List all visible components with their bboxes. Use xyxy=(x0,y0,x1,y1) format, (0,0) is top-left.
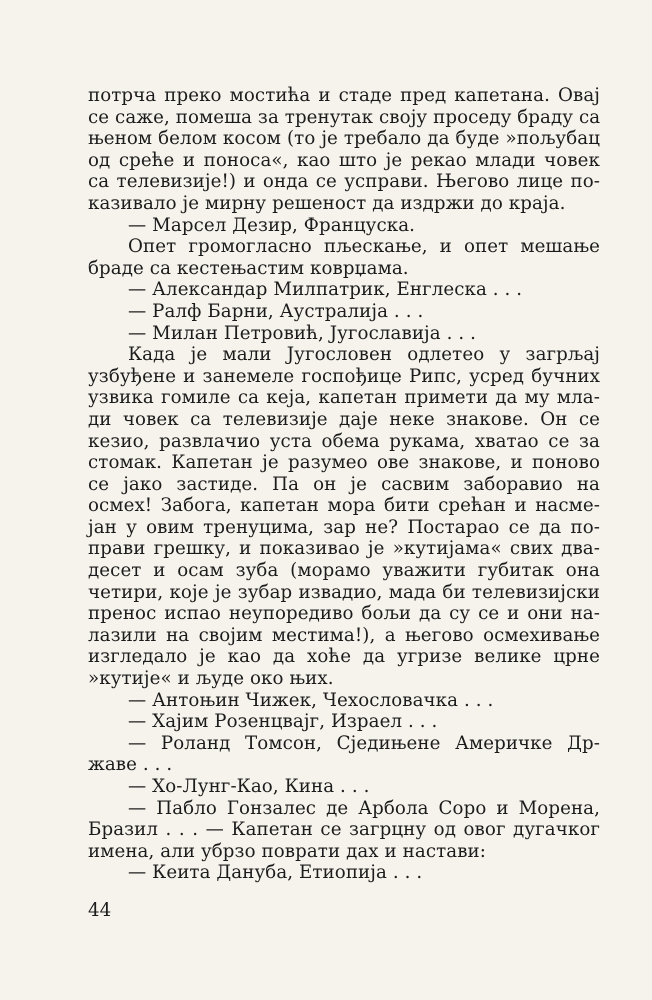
text-line: — Александар Милпатрик, Енглеска . . . xyxy=(128,279,523,301)
text-line: кезио, развлачио уста обема рукама, хватао се за xyxy=(88,430,600,452)
text-line: јан у овим тренуцима, зар не? Постарао се да по- xyxy=(88,516,600,538)
text-line: стомак. Капетан је разумео ове знакове, и поново xyxy=(88,452,600,474)
text-line: Опет громогласно пљескање, и опет мешање xyxy=(128,236,600,258)
text-line: — Пабло Гонзалес де Арбола Соро и Морена, xyxy=(128,797,600,819)
text-line: прави грешку, и показивао је »кутијама« свих два- xyxy=(88,538,600,560)
body-text xyxy=(88,85,600,884)
page-number: 44 xyxy=(88,900,112,921)
text-line: Када је мали Југословен одлетео у загрљај xyxy=(128,344,600,366)
text-line: се јако застиде. Па он је сасвим заборавио на xyxy=(88,473,600,495)
text-line: — Роланд Томсон, Сједињене Америчке Др- xyxy=(128,732,600,754)
text-line: ди човек са телевизије даје неке знакове. Он се xyxy=(88,408,600,430)
text-line: десет и осам зуба (морамо уважити губитак она xyxy=(88,560,600,582)
text-line: четири, које је зубар извадио, мада би телевизијски xyxy=(88,581,600,603)
text-line: се саже, помеша за тренутак своју проседу браду са xyxy=(88,106,601,128)
text-line: са телевизије!) и онда се усправи. Његово лице по- xyxy=(88,171,600,193)
text-line: Бразил . . . — Капетан се загрцну од овог дугачког xyxy=(88,819,600,841)
text-line: — Марсел Дезир, Француска. xyxy=(128,214,416,236)
text-line: казивало је мирну решеност да издржи до краја. xyxy=(88,192,566,214)
text-line: имена, али убрзо поврати дах и настави: xyxy=(88,840,486,862)
text-line: лазили на својим местима!), а његово осмехивање xyxy=(88,624,600,646)
text-line: узвика гомиле са кеја, капетан примети да му мла- xyxy=(88,387,600,409)
text-line: — Кеита Дануба, Етиопија . . . xyxy=(128,862,423,884)
text-line: пренос испао неупоредиво бољи да су се и они на- xyxy=(88,603,600,625)
text-line: — Хајим Розенцвајг, Израел . . . xyxy=(128,711,438,733)
text-line: изгледало је као да хоће да угризе велике црне xyxy=(88,646,600,668)
text-line: потрча преко мостића и стаде пред капетана. Овај xyxy=(88,85,600,106)
text-line: њеном белом косом (то је требало да буде »пољубац xyxy=(88,128,600,150)
text-line: осмех! Забога, капетан мора бити срећан и насме- xyxy=(88,495,600,517)
text-line: — Милан Петровић, Југославија . . . xyxy=(128,322,477,344)
text-line: од среће и поноса«, као што је рекао млади човек xyxy=(88,149,600,171)
text-line: — Хо-Лунг-Као, Кина . . . xyxy=(128,776,370,797)
text-line: жаве . . . xyxy=(88,754,173,776)
text-line: браде са кестењастим коврџама. xyxy=(88,257,409,279)
text-line: — Ралф Барни, Аустралија . . . xyxy=(128,300,424,322)
text-line: узбуђене и занемеле госпођице Рипс, усред бучних xyxy=(88,365,600,387)
text-line: — Антоњин Чижек, Чехословачка . . . xyxy=(128,689,494,711)
text-line: »кутије« и људе око њих. xyxy=(88,668,334,690)
